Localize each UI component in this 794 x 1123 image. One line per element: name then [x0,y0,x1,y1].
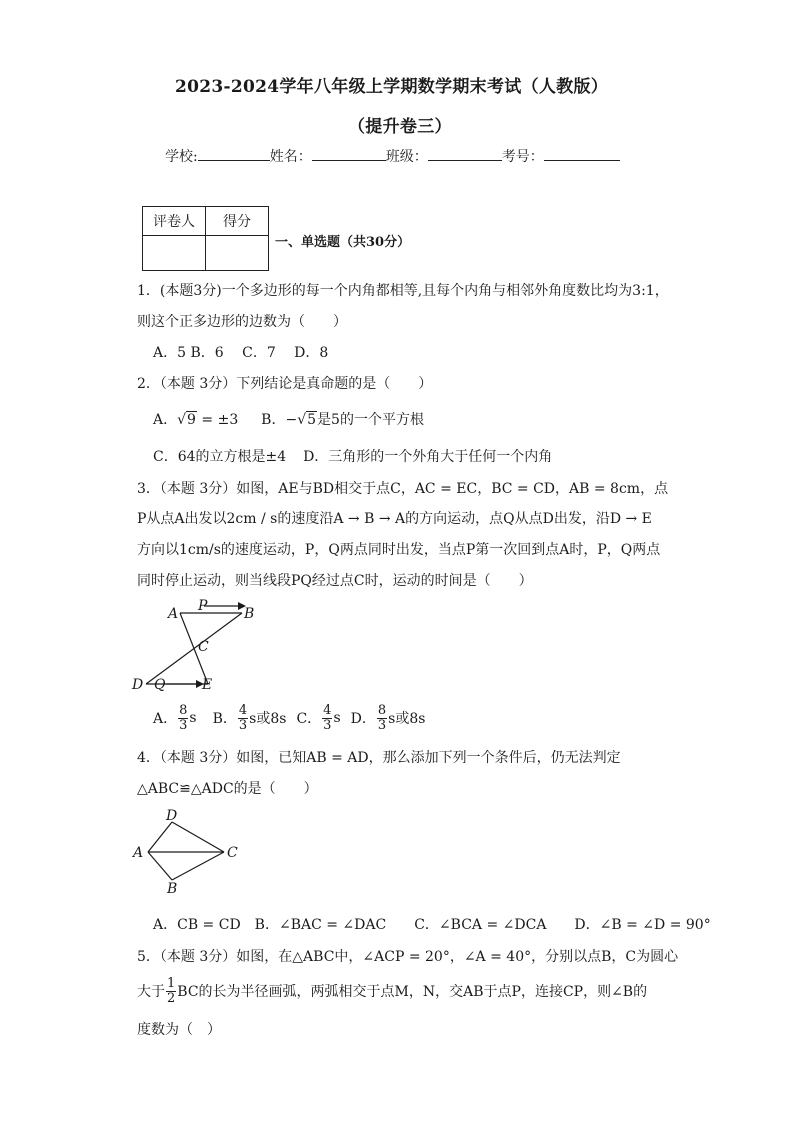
label-Q: Q [154,677,166,693]
segment-ad [148,822,172,852]
q4-line1: 4．（本题 3分）如图，已知AB = AD，那么添加下列一个条件后，仍无法判定 [137,750,621,766]
score-table [142,206,269,271]
label-A: A [133,845,144,861]
exam-title: 2023-2024学年八年级上学期数学期末考试（人教版） [175,77,609,97]
q3-option-a-label: A． [153,711,178,728]
q3-line1: 3．（本题 3分）如图，AE与BD相交于点C，AC = EC，BC = CD，AB = 8cm，点 [137,481,669,497]
q4-figure [128,805,248,897]
q2-a-sqrt-arg: 9 [187,412,196,428]
school-label: 学校: [165,149,198,165]
class-label: 班级： [385,149,428,165]
q4-line2: △ABC≌△ADC的是（ ） [137,781,318,797]
q3-option-a-fraction: $\frac{8}{3}$ [179,703,188,733]
q3-option-d-fraction: $\frac{8}{3}$ [377,703,387,733]
q5-line2-pre: 大于 [137,984,165,1001]
q1-line1: 1．(本题3分)一个多边形的每一个内角都相等,且每个内角与相邻外角度数比均为3:1， [137,283,669,299]
q2-option-b-label: B．− [261,412,298,428]
q5-line3: 度数为（ ） [137,1022,221,1038]
name-blank[interactable] [312,146,386,161]
school-blank[interactable] [198,146,270,161]
exam-no-label: 考号： [501,149,544,165]
q1-options: A．5 B．6 C．7 D．8 [153,345,329,361]
q2-option-a-label: A． [153,412,178,428]
exam-no-blank[interactable] [544,146,620,161]
sqrt-sign-icon: √ [297,412,307,428]
label-D: D [166,808,178,824]
label-D: D [132,677,144,693]
grader-header: 评卷人 [143,207,206,236]
q2-options-ab [153,409,424,429]
label-C: C [198,639,209,655]
score-header: 得分 [206,207,269,236]
segment-ab [148,852,172,880]
q2-b-sqrt-arg: 5 [307,412,317,428]
q5-half-fraction: $\frac{1}{2}$ [167,976,176,1006]
q3-option-c-label: C． [296,711,322,728]
segment-dc [172,822,224,852]
label-A: A [168,606,179,622]
q5-line1: 5．（本题 3分）如图，在△ABC中，∠ACP = 20°，∠A = 40°，分别以点B，C为圆心 [137,949,679,965]
sqrt-sign-icon: √ [177,412,187,428]
q2-options-cd [153,446,552,466]
exam-subtitle: （提升卷三） [348,117,452,137]
label-C: C [227,845,238,861]
q3-figure [128,595,268,695]
grader-cell[interactable] [143,236,206,271]
q3-option-d-label: D． [350,711,376,728]
q4-options: A．CB = CD B．∠BAC = ∠DAC C．∠BCA = ∠DCA D．∠B = ∠D = 90° [153,917,711,933]
class-blank[interactable] [428,146,502,161]
q3-option-c-fraction: $\frac{4}{3}$ [323,703,332,733]
segment-bc [172,852,224,880]
q3-option-b-fraction: $\frac{4}{3}$ [238,703,248,733]
q3-options [153,704,425,732]
q3-option-b-label: B． [212,711,237,728]
q2-option-d: D．三角形的一个外角大于任何一个内角 [303,449,553,465]
q3-line4: 同时停止运动，则当线段PQ经过点C时，运动的时间是（ ） [137,573,533,589]
q2-a-rest: = ±3 [196,412,239,428]
q2-b-rest: 是5的一个平方根 [317,412,424,428]
q3-line2: P从点A出发以2cm / s的速度沿A → B → A的方向运动，点Q从点D出发，沿D → E [137,511,652,527]
q3-option-a-unit: s [189,710,197,727]
score-cell[interactable] [206,236,269,271]
name-label: 姓名： [269,149,312,165]
q3-option-d-unit: s或8s [388,711,426,728]
label-P: P [198,598,208,614]
segment-bd [146,613,242,684]
label-B: B [167,881,178,897]
student-info-row [165,146,620,166]
q5-line2 [137,977,647,1005]
q3-option-c-unit: s [333,710,341,727]
q2-option-c: C．64的立方根是±4 [153,449,287,465]
q5-line2-post: BC的长为半径画弧，两弧相交于点M，N，交AB于点P，连接CP，则∠B的 [177,984,648,1001]
label-E: E [202,677,213,693]
section-heading: 一、单选题（共30分） [275,235,411,250]
q3-option-b-unit: s或8s [249,711,287,728]
q1-line2: 则这个正多边形的边数为（ ） [137,314,347,330]
q3-line3: 方向以1cm/s的速度运动，P，Q两点同时出发，当点P第一次回到点A时，P，Q两点 [137,542,661,558]
q2-stem: 2．（本题 3分）下列结论是真命题的是（ ） [137,376,433,392]
label-B: B [244,606,255,622]
